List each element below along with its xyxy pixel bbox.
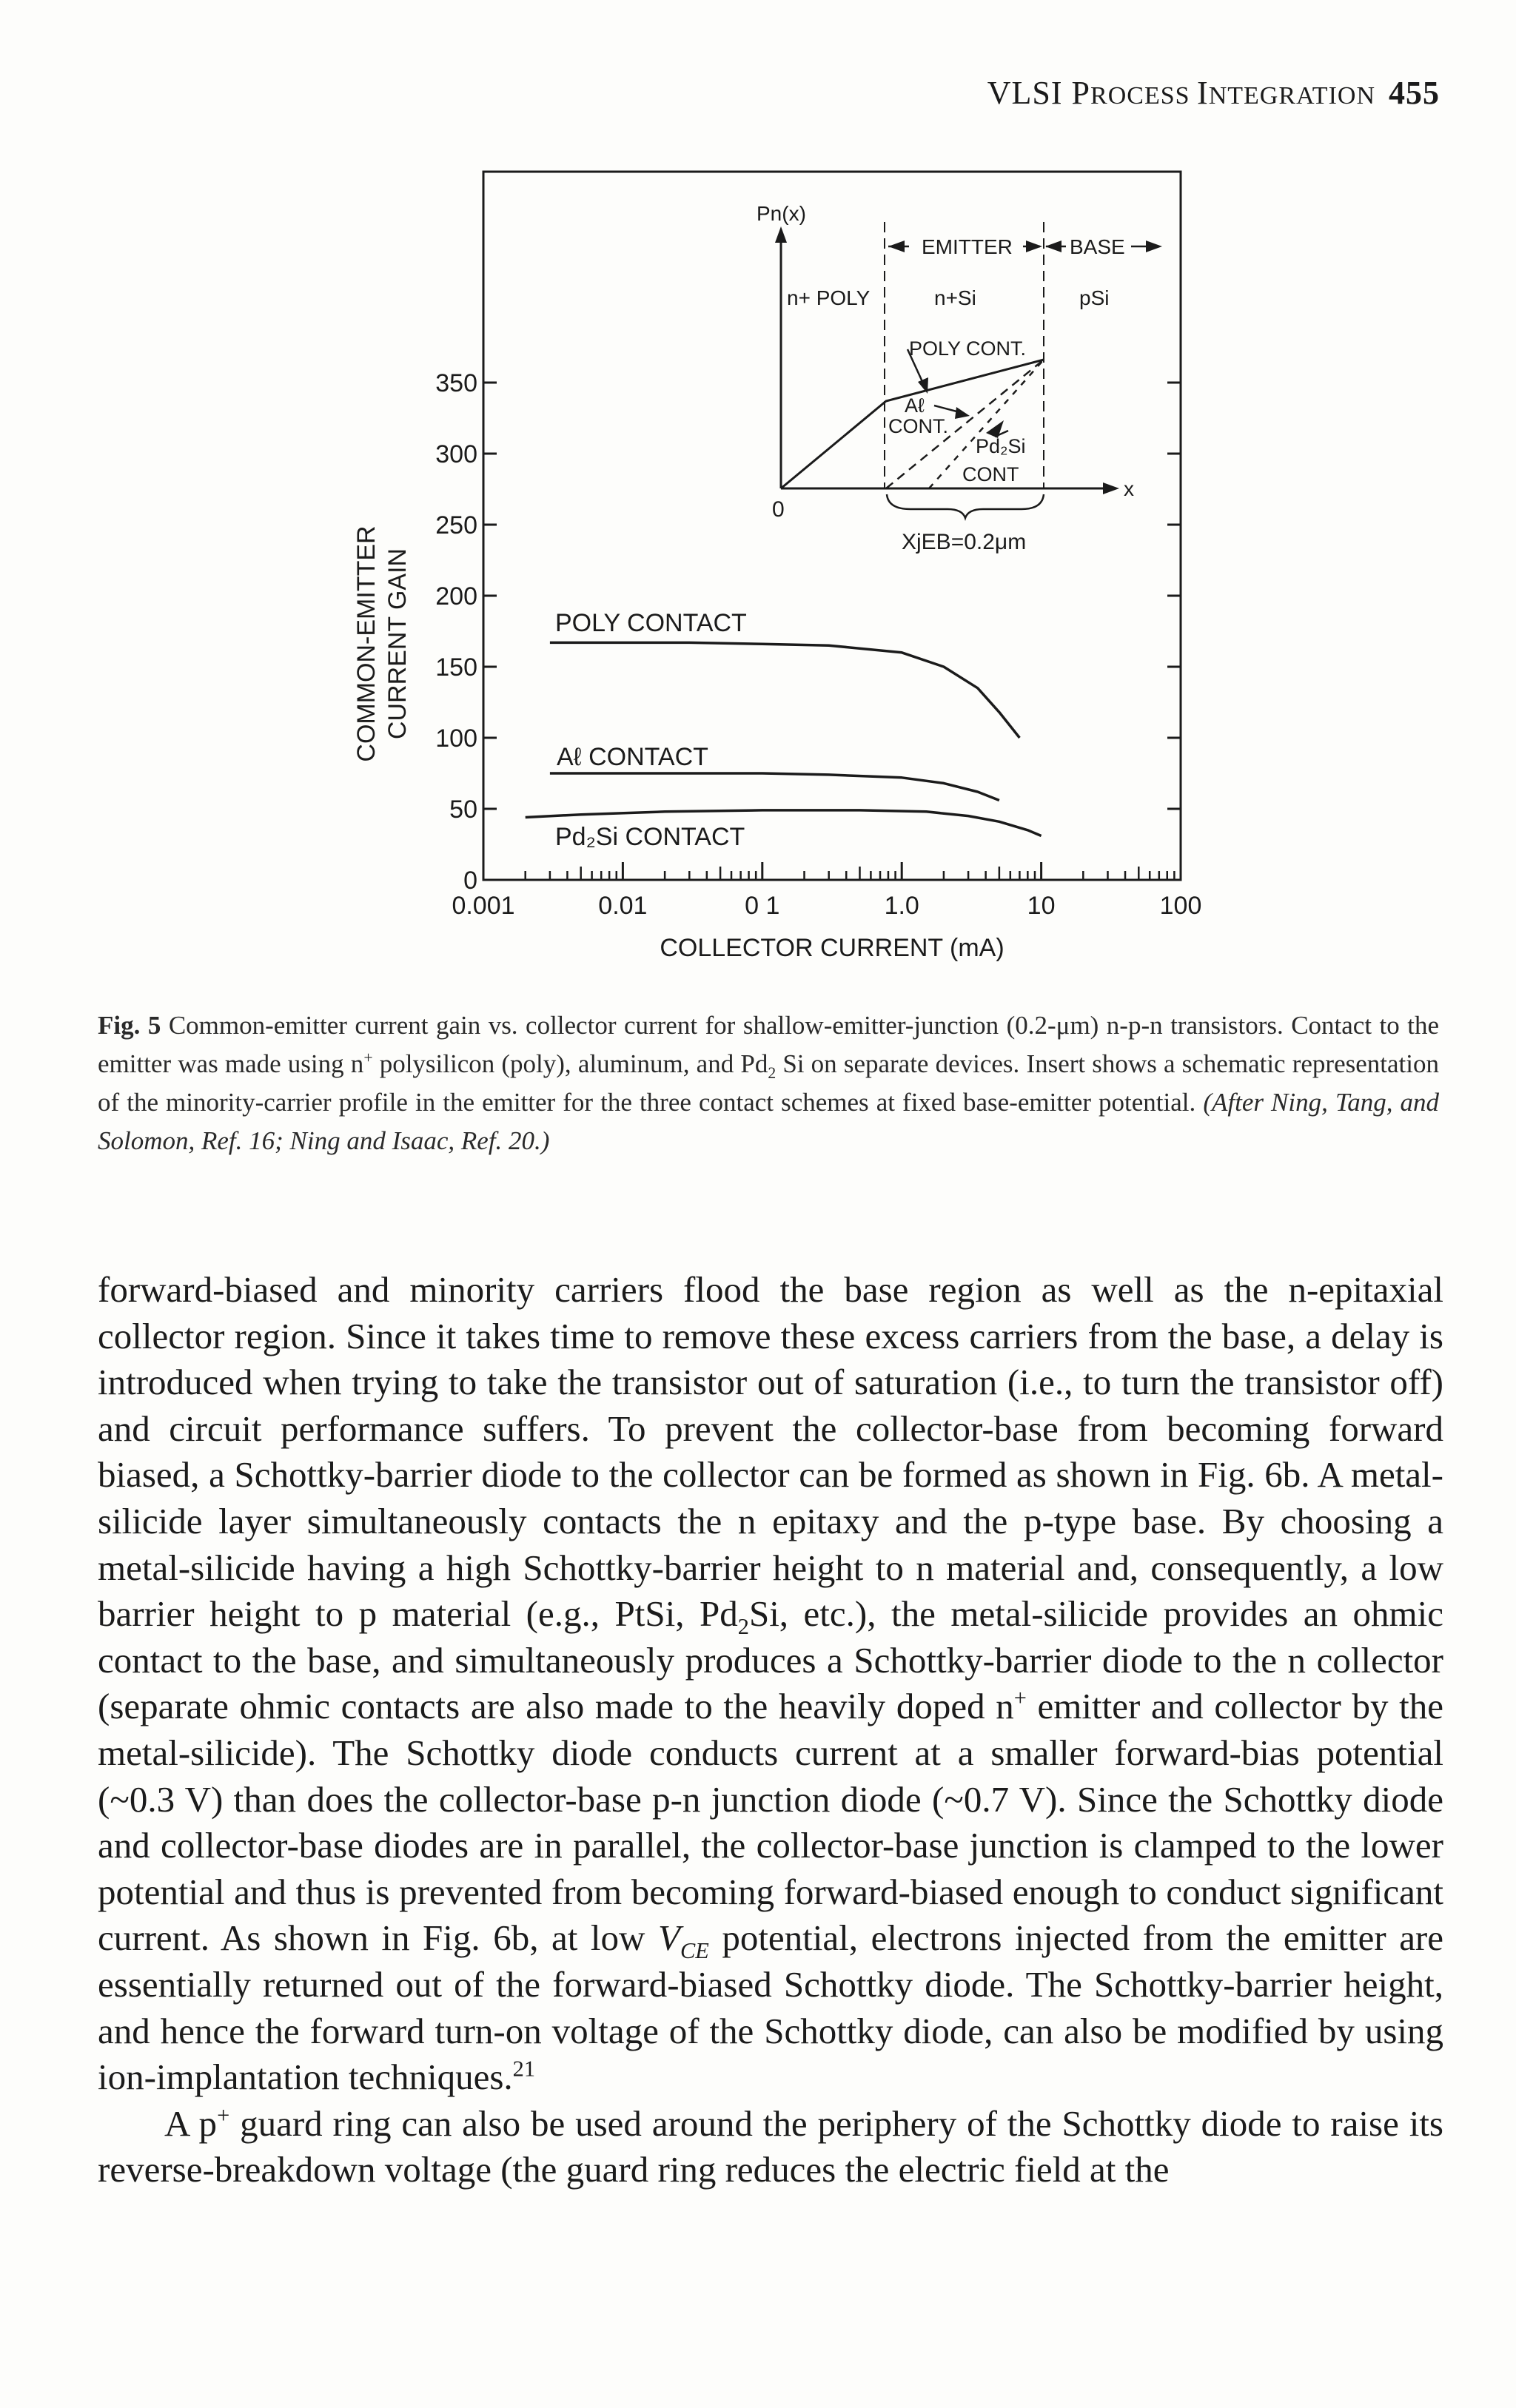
y-axis-title-line1: COMMON-EMITTER [352, 525, 380, 762]
p1-sub: 2 [737, 1613, 749, 1639]
poly-cont-label: POLY CONT. [909, 337, 1027, 360]
al-cont-arrow [955, 407, 970, 419]
base-label: BASE [1070, 235, 1125, 258]
inset-x-arrow [1103, 482, 1119, 494]
caption-sup: + [363, 1049, 373, 1067]
p1-b: Si, etc.), the metal-silicide provides an ohmic contact to the base, and simultaneously produces a Schottky-barrier diode to the n collector (separate ohmic contacts are also made to the heavily doped n [98, 1593, 1444, 1727]
reference-21: 21 [512, 2056, 536, 2082]
p1-a: forward-biased and minority carriers flood the base region as well as the n-epitaxial collector region. Since it takes time to remove these excess carriers from the base, a delay is introduced when trying to take the transistor out of saturation (i.e., to turn the transistor off) and circuit performance suffers. To prevent the collector-base from becoming forward biased, a Schottky-barrier diode to the collector can be formed as shown in Fig. 6b. A metal-silicide layer simultaneously contacts the n epitaxy and the p-type base. By choosing a metal-silicide having a high Schottky-barrier height to n material and, consequently, a low barrier height to p material (e.g., PtSi, Pd [98, 1269, 1443, 1635]
al-cont-label-2: CONT. [888, 415, 948, 437]
x-tick-label-0: 0.001 [452, 892, 515, 920]
inset-schematic [757, 202, 1162, 554]
x-axis-title: COLLECTOR CURRENT (mA) [660, 934, 1004, 962]
y-tick-label-100: 100 [435, 724, 477, 753]
y-tick-label-350: 350 [435, 369, 477, 397]
x-tick-label-5: 100 [1159, 892, 1202, 920]
x-tick-label-1: 0.01 [598, 892, 648, 920]
data-series [526, 642, 1042, 835]
p1-sup: + [1013, 1686, 1027, 1712]
figure-5-chart [0, 0, 1516, 992]
xjeb-label: XjEB=0.2μm [902, 530, 1027, 554]
x-tick-label-2: 0 1 [745, 892, 780, 920]
x-ticks [452, 862, 1201, 920]
al-cont-label-1: Aℓ [905, 394, 925, 417]
poly-contact-curve [550, 642, 1020, 738]
page-number: 455 [1389, 75, 1440, 111]
header-p: P [1071, 75, 1091, 111]
caption-text-b: polysilicon (poly), aluminum, and Pd [372, 1049, 768, 1078]
y-tick-label-250: 250 [435, 511, 477, 539]
y-tick-label-50: 50 [449, 796, 477, 824]
y-axis-title-line2: CURRENT GAIN [383, 548, 412, 740]
al-contact-curve [550, 773, 999, 801]
xjeb-brace [887, 494, 1044, 518]
inset-ylabel: Pn(x) [757, 202, 806, 225]
n-poly-label: n+ POLY [787, 286, 871, 309]
inset-origin: 0 [772, 497, 785, 522]
y-tick-label-200: 200 [435, 582, 477, 611]
x-tick-label-4: 10 [1027, 892, 1056, 920]
p2-b: guard ring can also be used around the periphery of the Schottky diode to raise its reverse-breakdown voltage (the guard ring reduces the electric field at the [98, 2102, 1444, 2190]
pd-cont-label-1: Pd₂Si [976, 435, 1026, 457]
series-label-pd2si: Pd₂Si CONTACT [555, 823, 745, 851]
inset-y-arrow [775, 226, 787, 243]
vce-subscript: CE [680, 1938, 709, 1964]
emitter-label: EMITTER [922, 235, 1013, 258]
y-tick-label-150: 150 [435, 653, 477, 682]
caption-text-a: Common-emitter current gain vs. collector current for shallow-emitter-junction (0.2-μm) n-p-n transistors. Contact to the emitter was made using n [98, 1011, 1439, 1078]
caption-text-c: Si on separate devices. Insert shows a schematic representation of the minority-carrier profile in the emitter for the three contact schemes at fixed base-emitter potential. [98, 1049, 1439, 1117]
body-text [98, 1267, 1443, 2193]
inset-x-label: x [1124, 477, 1134, 500]
header-process: ROCESS [1090, 82, 1198, 110]
p2-a: A p [164, 2102, 218, 2144]
header-vlsi: VLSI [987, 75, 1072, 111]
x-tick-label-3: 1.0 [884, 892, 919, 920]
caption-lead: Fig. 5 [98, 1011, 161, 1040]
base-arrow-left [1045, 241, 1061, 252]
p1-d: potential, electrons injected from the emitter are essentially returned out of the forward-biased Schottky diode. The Schottky-barrier height, and hence the forward turn-on voltage of the Schottky diode, can also be modified by using ion-implantation techniques. [98, 1917, 1444, 2098]
y-tick-label-0: 0 [463, 867, 477, 895]
caption-credit: (After Ning, Tang, and Solomon, Ref. 16; Ning and Isaac, Ref. 20.) [98, 1088, 1440, 1155]
emitter-arrow-right [1026, 241, 1042, 252]
figure-caption [98, 1006, 1439, 1160]
caption-sub: 2 [768, 1064, 777, 1082]
base-arrow-right [1146, 241, 1162, 252]
vce-symbol: V [658, 1917, 680, 1959]
y-tick-label-300: 300 [435, 440, 477, 468]
paragraph-1 [98, 1267, 1443, 2101]
p2-sup: + [217, 2102, 230, 2128]
paragraph-2 [98, 2101, 1443, 2193]
series-label-al: Aℓ CONTACT [557, 743, 708, 771]
header-i: I [1197, 75, 1209, 111]
pd-cont-label-2: CONT [962, 463, 1019, 485]
series-label-poly: POLY CONTACT [555, 609, 747, 637]
n-si-label: n+Si [934, 286, 976, 309]
p-si-label: pSi [1079, 286, 1110, 309]
p1-c: emitter and collector by the metal-silicide). The Schottky diode conducts current at a smaller forward-bias potential (~0.3 V) than does the collector-base p-n junction diode (~0.7 V). Since the Schottky diode and collector-base diodes are in parallel, the collector-base junction is clamped to the lower potential and thus is prevented from becoming forward-biased enough to conduct significant current. As shown in Fig. 6b, at low [98, 1686, 1443, 1959]
header-integration: NTEGRATION [1208, 82, 1375, 110]
